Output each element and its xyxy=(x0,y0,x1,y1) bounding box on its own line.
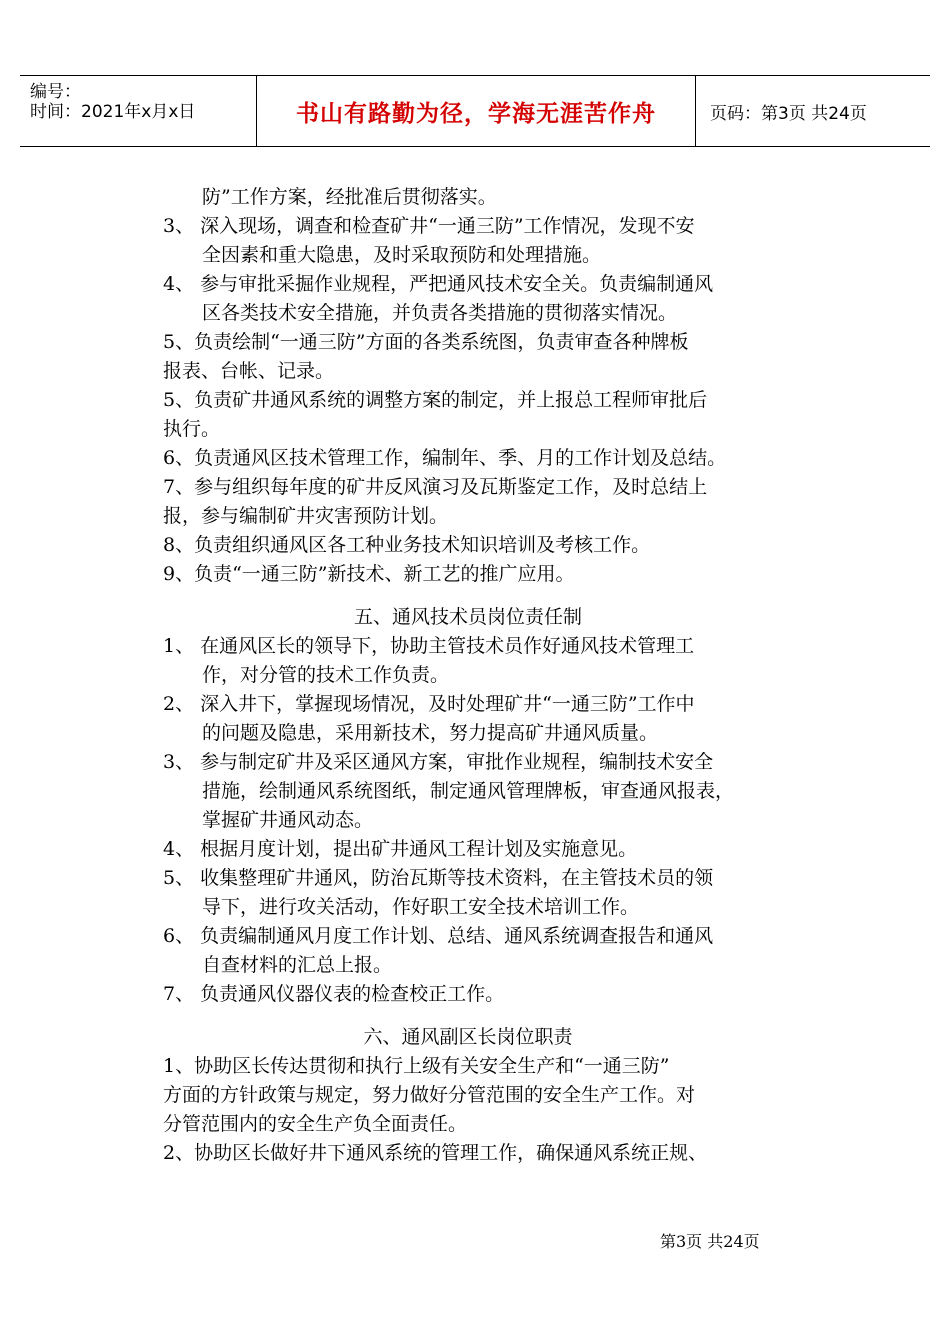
text-line: 4、 参与审批采掘作业规程，严把通风技术安全关。负责编制通风 xyxy=(163,273,714,295)
text-line: 3、 深入现场，调查和检查矿井“一通三防”工作情况，发现不安 xyxy=(163,215,695,237)
text-line: 6、 负责编制通风月度工作计划、总结、通风系统调查报告和通风 xyxy=(163,925,714,947)
text-line: 1、协助区长传达贯彻和执行上级有关安全生产和“一通三防” xyxy=(163,1055,670,1077)
section-heading: 六、通风副区长岗位职责 xyxy=(363,1026,573,1048)
text-line: 防”工作方案，经批准后贯彻落实。 xyxy=(202,186,497,208)
paragraph-gap xyxy=(163,1009,793,1023)
text-line: 执行。 xyxy=(163,418,221,440)
header-meta xyxy=(20,76,256,146)
text-line: 导下，进行攻关活动，作好职工安全技术培训工作。 xyxy=(202,896,640,918)
header-page-cell xyxy=(696,76,930,146)
document-body xyxy=(163,183,793,1168)
section-heading: 五、通风技术员岗位责任制 xyxy=(353,606,582,628)
text-line: 报，参与编制矿井灾害预防计划。 xyxy=(163,505,449,527)
text-line: 分管范围内的安全生产负全面责任。 xyxy=(163,1113,468,1135)
text-line: 作，对分管的技术工作负责。 xyxy=(202,664,450,686)
document-number-label: 编号： xyxy=(30,82,81,102)
text-line: 5、 收集整理矿井通风，防治瓦斯等技术资料，在主管技术员的领 xyxy=(163,867,714,889)
text-line: 1、 在通风区长的领导下，协助主管技术员作好通风技术管理工 xyxy=(163,635,695,657)
text-line: 4、 根据月度计划，提出矿井通风工程计划及实施意见。 xyxy=(163,838,638,860)
text-line: 5、负责矿井通风系统的调整方案的制定，并上报总工程师审批后 xyxy=(163,389,708,411)
text-line: 7、 负责通风仪器仪表的检查校正工作。 xyxy=(163,983,505,1005)
header-motto: 书山有路勤为径，学海无涯苦作舟 xyxy=(296,100,656,127)
text-line: 全因素和重大隐患，及时采取预防和处理措施。 xyxy=(202,244,602,266)
text-line: 8、负责组织通风区各工种业务技术知识培训及考核工作。 xyxy=(163,534,651,556)
page-footer: 第3页 共24页 xyxy=(660,1232,760,1251)
page-header xyxy=(20,75,930,147)
paragraph-gap xyxy=(163,589,793,603)
text-line: 2、协助区长做好井下通风系统的管理工作，确保通风系统正规、 xyxy=(163,1142,708,1164)
text-line: 2、 深入井下，掌握现场情况，及时处理矿井“一通三防”工作中 xyxy=(163,693,695,715)
text-line: 自查材料的汇总上报。 xyxy=(202,954,393,976)
text-line: 报表、台帐、记录。 xyxy=(163,360,335,382)
header-page-label: 页码：第3页 共24页 xyxy=(710,103,867,124)
document-time-label: 时间：2021年x月x日 xyxy=(30,102,196,122)
text-line: 5、负责绘制“一通三防”方面的各类系统图，负责审查各种牌板 xyxy=(163,331,689,353)
text-line: 区各类技术安全措施，并负责各类措施的贯彻落实情况。 xyxy=(202,302,678,324)
text-line: 7、参与组织每年度的矿井反风演习及瓦斯鉴定工作，及时总结上 xyxy=(163,476,708,498)
text-line: 3、 参与制定矿井及采区通风方案，审批作业规程，编制技术安全 xyxy=(163,751,714,773)
text-line: 6、负责通风区技术管理工作，编制年、季、月的工作计划及总结。 xyxy=(163,447,727,469)
text-line: 的问题及隐患，采用新技术，努力提高矿井通风质量。 xyxy=(202,722,659,744)
text-line: 措施，绘制通风系统图纸，制定通风管理牌板，审查通风报表， xyxy=(202,780,735,802)
text-line: 掌握矿井通风动态。 xyxy=(202,809,374,831)
text-line: 9、负责“一通三防”新技术、新工艺的推广应用。 xyxy=(163,563,575,585)
header-motto-cell xyxy=(256,76,696,146)
text-line: 方面的方针政策与规定，努力做好分管范围的安全生产工作。对 xyxy=(163,1084,696,1106)
